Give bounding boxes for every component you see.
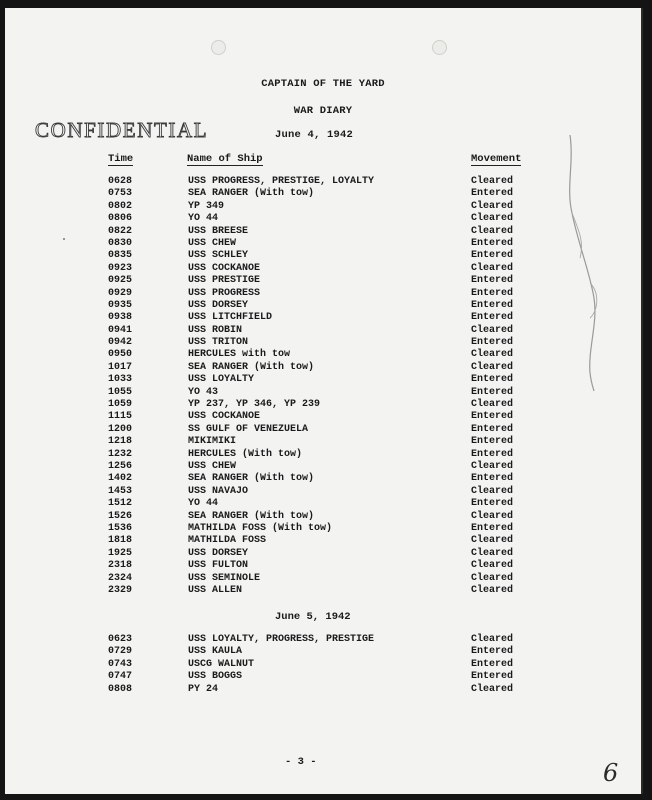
table-row	[5, 263, 641, 275]
entry-time: 1453	[108, 485, 133, 497]
entry-ship-name: SEA RANGER (With tow)	[188, 473, 315, 485]
entry-time: 0935	[108, 299, 133, 311]
table-row	[5, 188, 641, 200]
entry-movement: Cleared	[471, 634, 514, 645]
table-row	[5, 424, 641, 436]
entry-time: 1925	[108, 547, 133, 559]
document-subtitle: WAR DIARY	[293, 105, 353, 117]
entry-movement: Entered	[471, 671, 514, 683]
entry-ship-name: USS COCKANOE	[188, 411, 261, 423]
entry-time: 1256	[108, 460, 133, 472]
entry-movement: Cleared	[471, 485, 514, 497]
movement-list-june-5	[5, 634, 641, 696]
entry-time: 1017	[108, 361, 133, 373]
entry-ship-name: HERCULES with tow	[188, 349, 291, 361]
entry-movement: Cleared	[471, 361, 514, 373]
entry-ship-name: YP 237, YP 346, YP 239	[188, 399, 321, 411]
table-row	[5, 573, 641, 585]
entry-ship-name: MIKIMIKI	[188, 436, 237, 448]
table-row	[5, 374, 641, 386]
entry-ship-name: YO 43	[188, 386, 219, 398]
entry-time: 0923	[108, 262, 133, 274]
table-row	[5, 275, 641, 287]
table-row	[5, 523, 641, 535]
entry-movement: Cleared	[471, 399, 514, 411]
entry-time: 0729	[108, 646, 133, 658]
entry-time: 0806	[108, 213, 133, 225]
entry-movement: Cleared	[471, 547, 514, 559]
table-row	[5, 634, 641, 646]
entry-movement: Entered	[471, 522, 514, 534]
entry-movement: Entered	[471, 411, 514, 423]
entry-time: 0808	[108, 683, 133, 695]
entry-ship-name: USS BREESE	[188, 225, 249, 237]
entry-ship-name: YO 44	[188, 213, 219, 225]
entry-movement: Cleared	[471, 460, 514, 472]
entry-ship-name: USS SCHLEY	[188, 250, 249, 262]
entry-movement: Cleared	[471, 213, 514, 225]
entry-ship-name: USS BOGGS	[188, 671, 243, 683]
entry-movement: Entered	[471, 498, 514, 510]
entry-ship-name: SEA RANGER (With tow)	[188, 361, 315, 373]
table-row	[5, 312, 641, 324]
entry-time: 0835	[108, 250, 133, 262]
table-row	[5, 671, 641, 683]
entry-time: 1200	[108, 423, 133, 435]
table-row	[5, 337, 641, 349]
entry-time: 1536	[108, 522, 133, 534]
entry-ship-name: USS CHEW	[188, 237, 237, 249]
movement-list-june-4	[5, 176, 641, 597]
entry-time: 1512	[108, 498, 133, 510]
table-row	[5, 486, 641, 498]
entry-ship-name: YP 349	[188, 200, 225, 212]
entry-time: 1218	[108, 436, 133, 448]
entry-time: 0950	[108, 349, 133, 361]
entry-time: 0942	[108, 337, 133, 349]
entry-movement: Cleared	[471, 176, 514, 187]
entry-ship-name: USS LITCHFIELD	[188, 312, 273, 324]
entry-time: 0747	[108, 671, 133, 683]
entry-movement: Cleared	[471, 560, 514, 572]
column-header-name: Name of Ship	[187, 153, 263, 165]
entry-time: 0743	[108, 658, 133, 670]
entry-time: 0753	[108, 188, 133, 200]
table-row	[5, 411, 641, 423]
entry-movement: Entered	[471, 312, 514, 324]
document-title: CAPTAIN OF THE YARD	[261, 78, 385, 90]
table-row	[5, 461, 641, 473]
handwritten-page-number: 6	[603, 759, 619, 787]
entry-ship-name: USS CHEW	[188, 460, 237, 472]
entry-time: 0929	[108, 287, 133, 299]
entry-ship-name: MATHILDA FOSS (With tow)	[188, 522, 333, 534]
entry-time: 0623	[108, 634, 133, 645]
entry-time: 1055	[108, 386, 133, 398]
entry-ship-name: USS PROGRESS	[188, 287, 261, 299]
entry-time: 1818	[108, 535, 133, 547]
entry-time: 2329	[108, 584, 133, 596]
entry-movement: Entered	[471, 473, 514, 485]
entry-ship-name: USS FULTON	[188, 560, 249, 572]
entry-movement: Cleared	[471, 200, 514, 212]
punch-hole	[432, 40, 447, 55]
page-number: - 3 -	[285, 756, 317, 768]
entry-ship-name: USS KAULA	[188, 646, 243, 658]
table-row	[5, 498, 641, 510]
entry-time: 0628	[108, 176, 133, 187]
table-row	[5, 325, 641, 337]
table-row	[5, 399, 641, 411]
table-row	[5, 250, 641, 262]
entry-ship-name: MATHILDA FOSS	[188, 535, 267, 547]
table-row	[5, 362, 641, 374]
entry-ship-name: USS TRITON	[188, 337, 249, 349]
entry-movement: Entered	[471, 448, 514, 460]
entry-ship-name: YO 44	[188, 498, 219, 510]
entry-movement: Cleared	[471, 324, 514, 336]
entry-movement: Entered	[471, 436, 514, 448]
entry-ship-name: USS DORSEY	[188, 299, 249, 311]
column-header-movement: Movement	[471, 153, 522, 165]
entry-movement: Cleared	[471, 572, 514, 584]
punch-hole	[211, 40, 226, 55]
entry-movement: Cleared	[471, 535, 514, 547]
entry-ship-name: SEA RANGER (With tow)	[188, 188, 315, 200]
entry-movement: Entered	[471, 299, 514, 311]
entry-movement: Cleared	[471, 225, 514, 237]
entry-movement: Cleared	[471, 349, 514, 361]
entry-ship-name: USS SEMINOLE	[188, 572, 261, 584]
table-row	[5, 176, 641, 188]
document-page	[5, 8, 643, 794]
table-row	[5, 560, 641, 572]
entry-time: 0802	[108, 200, 133, 212]
entry-ship-name: SEA RANGER (With tow)	[188, 510, 315, 522]
entry-time: 0925	[108, 275, 133, 287]
entry-time: 1059	[108, 399, 133, 411]
entry-ship-name: USS ROBIN	[188, 324, 243, 336]
date-heading-june-4: June 4, 1942	[275, 129, 354, 141]
table-row	[5, 646, 641, 658]
entry-ship-name: USS PROGRESS, PRESTIGE, LOYALTY	[188, 176, 375, 187]
entry-movement: Entered	[471, 188, 514, 200]
entry-ship-name: USS ALLEN	[188, 584, 243, 596]
table-row	[5, 659, 641, 671]
table-row	[5, 511, 641, 523]
table-row	[5, 535, 641, 547]
table-row	[5, 585, 641, 597]
entry-time: 2318	[108, 560, 133, 572]
entry-movement: Entered	[471, 374, 514, 386]
table-row	[5, 213, 641, 225]
entry-movement: Entered	[471, 237, 514, 249]
entry-time: 1232	[108, 448, 133, 460]
entry-ship-name: USS PRESTIGE	[188, 275, 261, 287]
entry-ship-name: HERCULES (With tow)	[188, 448, 303, 460]
entry-ship-name: PY 24	[188, 683, 219, 695]
entry-time: 1033	[108, 374, 133, 386]
table-row	[5, 387, 641, 399]
entry-time: 2324	[108, 572, 133, 584]
entry-time: 0938	[108, 312, 133, 324]
table-row	[5, 349, 641, 361]
entry-time: 0822	[108, 225, 133, 237]
table-row	[5, 288, 641, 300]
entry-movement: Entered	[471, 337, 514, 349]
entry-ship-name: USS LOYALTY, PROGRESS, PRESTIGE	[188, 634, 375, 645]
table-row	[5, 449, 641, 461]
entry-ship-name: USCG WALNUT	[188, 658, 255, 670]
entry-ship-name: SS GULF OF VENEZUELA	[188, 423, 309, 435]
entry-movement: Entered	[471, 250, 514, 262]
entry-time: 1402	[108, 473, 133, 485]
table-row	[5, 684, 641, 696]
entry-movement: Entered	[471, 423, 514, 435]
pencil-mark	[560, 133, 610, 393]
table-row	[5, 548, 641, 560]
entry-ship-name: USS DORSEY	[188, 547, 249, 559]
column-header-time: Time	[108, 153, 134, 165]
table-row	[5, 300, 641, 312]
table-row	[5, 473, 641, 485]
confidential-stamp: CONFIDENTIAL	[35, 118, 209, 142]
entry-ship-name: USS NAVAJO	[188, 485, 249, 497]
entry-movement: Entered	[471, 287, 514, 299]
table-row	[5, 238, 641, 250]
entry-movement: Entered	[471, 658, 514, 670]
entry-ship-name: USS LOYALTY	[188, 374, 255, 386]
entry-ship-name: USS COCKANOE	[188, 262, 261, 274]
table-row	[5, 436, 641, 448]
entry-movement: Entered	[471, 275, 514, 287]
entry-time: 0830	[108, 237, 133, 249]
entry-movement: Entered	[471, 646, 514, 658]
entry-time: 1115	[108, 411, 133, 423]
entry-time: 1526	[108, 510, 133, 522]
table-row	[5, 201, 641, 213]
entry-movement: Cleared	[471, 584, 514, 596]
entry-movement: Cleared	[471, 683, 514, 695]
entry-time: 0941	[108, 324, 133, 336]
entry-movement: Entered	[471, 386, 514, 398]
entry-movement: Cleared	[471, 510, 514, 522]
table-row	[5, 226, 641, 238]
date-heading-june-5: June 5, 1942	[275, 611, 351, 623]
entry-movement: Cleared	[471, 262, 514, 274]
